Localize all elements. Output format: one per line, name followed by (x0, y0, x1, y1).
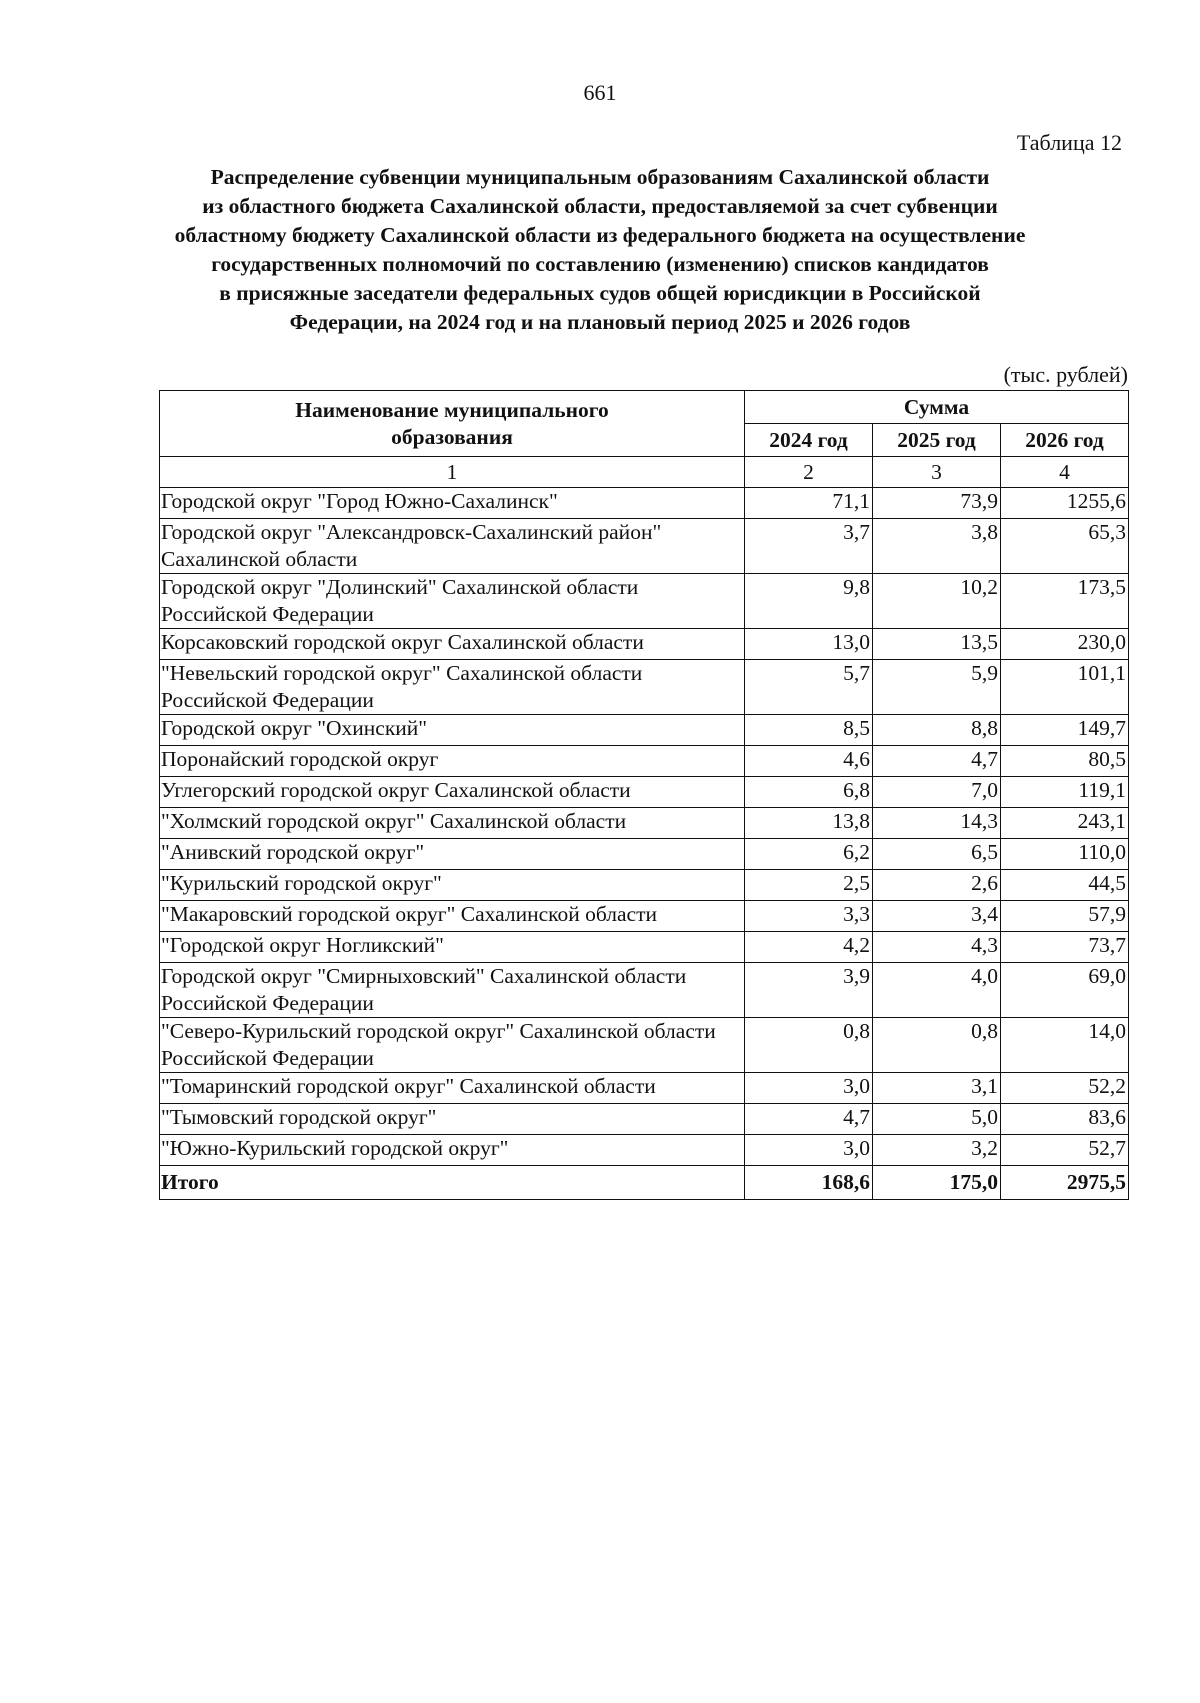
municipality-name: "Макаровский городской округ" Сахалинской области (160, 901, 745, 932)
value-2024: 4,2 (745, 932, 873, 963)
municipality-name: Городской округ "Смирныховский" Сахалинской области Российской Федерации (160, 963, 745, 1018)
value-2024: 8,5 (745, 715, 873, 746)
table-row (160, 574, 1129, 629)
value-2025: 3,8 (873, 519, 1001, 574)
municipality-name: "Томаринский городской округ" Сахалинской области (160, 1073, 745, 1104)
value-2025: 13,5 (873, 629, 1001, 660)
table-row (160, 746, 1129, 777)
value-2024: 13,8 (745, 808, 873, 839)
title-line: областному бюджету Сахалинской области из федерального бюджета на осуществление (174, 223, 1026, 247)
table-row (160, 777, 1129, 808)
value-2026: 57,9 (1001, 901, 1129, 932)
table-row (160, 1018, 1129, 1073)
title-line: Распределение субвенции муниципальным образованиям Сахалинской области (210, 165, 990, 189)
value-2024: 71,1 (745, 488, 873, 519)
value-2026: 65,3 (1001, 519, 1129, 574)
title-line: Федерации, на 2024 год и на плановый период 2025 и 2026 годов (289, 310, 911, 334)
value-2024: 2,5 (745, 870, 873, 901)
value-2025: 0,8 (873, 1018, 1001, 1073)
value-2026: 173,5 (1001, 574, 1129, 629)
value-2026: 52,7 (1001, 1135, 1129, 1166)
year-header-2026: 2026 год (1001, 424, 1129, 457)
municipality-name: Углегорский городской округ Сахалинской области (160, 777, 745, 808)
table-row (160, 629, 1129, 660)
value-2025: 3,1 (873, 1073, 1001, 1104)
value-2024: 3,0 (745, 1135, 873, 1166)
table-row (160, 839, 1129, 870)
municipality-name: "Городской округ Ногликский" (160, 932, 745, 963)
table-row (160, 808, 1129, 839)
value-2026: 149,7 (1001, 715, 1129, 746)
column-numbers-row (160, 457, 1129, 488)
table-row (160, 932, 1129, 963)
table-row (160, 715, 1129, 746)
total-2024: 168,6 (745, 1166, 873, 1200)
title-line: из областного бюджета Сахалинской области, предоставляемой за счет субвенции (202, 194, 998, 218)
table-label: Таблица 12 (1016, 130, 1122, 155)
value-2024: 9,8 (745, 574, 873, 629)
municipality-name: "Анивский городской округ" (160, 839, 745, 870)
value-2024: 6,2 (745, 839, 873, 870)
page-number: 661 (583, 80, 617, 105)
total-2026: 2975,5 (1001, 1166, 1129, 1200)
table-row (160, 1073, 1129, 1104)
value-2024: 4,7 (745, 1104, 873, 1135)
year-header-2024: 2024 год (745, 424, 873, 457)
total-label: Итого (160, 1166, 745, 1200)
table-row (160, 870, 1129, 901)
municipality-name: Корсаковский городской округ Сахалинской области (160, 629, 745, 660)
value-2025: 6,5 (873, 839, 1001, 870)
value-2024: 3,0 (745, 1073, 873, 1104)
value-2026: 1255,6 (1001, 488, 1129, 519)
value-2024: 0,8 (745, 1018, 873, 1073)
value-2025: 4,0 (873, 963, 1001, 1018)
header-row (160, 391, 1129, 424)
year-header-2025: 2025 год (873, 424, 1001, 457)
value-2024: 3,7 (745, 519, 873, 574)
subvention-table (159, 390, 1129, 1200)
value-2026: 73,7 (1001, 932, 1129, 963)
value-2025: 14,3 (873, 808, 1001, 839)
table-row (160, 1135, 1129, 1166)
value-2024: 5,7 (745, 660, 873, 715)
document-title (130, 163, 1070, 337)
title-line: в присяжные заседатели федеральных судов общей юрисдикции в Российской (219, 281, 981, 305)
column-number: 4 (1001, 457, 1129, 488)
municipality-name: "Курильский городской округ" (160, 870, 745, 901)
value-2025: 4,7 (873, 746, 1001, 777)
column-number: 2 (745, 457, 873, 488)
value-2026: 69,0 (1001, 963, 1129, 1018)
table-row (160, 901, 1129, 932)
value-2024: 6,8 (745, 777, 873, 808)
value-2026: 110,0 (1001, 839, 1129, 870)
municipality-name: Городской округ "Долинский" Сахалинской области Российской Федерации (160, 574, 745, 629)
value-2026: 83,6 (1001, 1104, 1129, 1135)
value-2026: 14,0 (1001, 1018, 1129, 1073)
value-2025: 2,6 (873, 870, 1001, 901)
value-2026: 243,1 (1001, 808, 1129, 839)
name-column-header: Наименование муниципального образования (160, 391, 745, 457)
table-row (160, 488, 1129, 519)
municipality-name: "Южно-Курильский городской округ" (160, 1135, 745, 1166)
table-row (160, 963, 1129, 1018)
column-number: 1 (160, 457, 745, 488)
municipality-name: "Северо-Курильский городской округ" Сахалинской области Российской Федерации (160, 1018, 745, 1073)
table-row (160, 1104, 1129, 1135)
value-2025: 3,2 (873, 1135, 1001, 1166)
value-2026: 80,5 (1001, 746, 1129, 777)
municipality-name: Городской округ "Охинский" (160, 715, 745, 746)
value-2026: 119,1 (1001, 777, 1129, 808)
value-2024: 4,6 (745, 746, 873, 777)
municipality-name: Поронайский городской округ (160, 746, 745, 777)
municipality-name: "Невельский городской округ" Сахалинской области Российской Федерации (160, 660, 745, 715)
value-2025: 3,4 (873, 901, 1001, 932)
total-row (160, 1166, 1129, 1200)
sum-group-header: Сумма (745, 391, 1129, 424)
total-2025: 175,0 (873, 1166, 1001, 1200)
value-2026: 44,5 (1001, 870, 1129, 901)
value-2025: 5,0 (873, 1104, 1001, 1135)
municipality-name: "Холмский городской округ" Сахалинской области (160, 808, 745, 839)
units-label: (тыс. рублей) (1003, 362, 1128, 387)
value-2025: 8,8 (873, 715, 1001, 746)
value-2026: 52,2 (1001, 1073, 1129, 1104)
municipality-name: Городской округ "Александровск-Сахалинский район" Сахалинской области (160, 519, 745, 574)
value-2025: 73,9 (873, 488, 1001, 519)
table-row (160, 519, 1129, 574)
value-2025: 5,9 (873, 660, 1001, 715)
value-2024: 3,9 (745, 963, 873, 1018)
title-line: государственных полномочий по составлению (изменению) списков кандидатов (211, 252, 989, 276)
table-row (160, 660, 1129, 715)
value-2025: 10,2 (873, 574, 1001, 629)
value-2026: 101,1 (1001, 660, 1129, 715)
value-2025: 4,3 (873, 932, 1001, 963)
value-2024: 13,0 (745, 629, 873, 660)
value-2024: 3,3 (745, 901, 873, 932)
municipality-name: "Тымовский городской округ" (160, 1104, 745, 1135)
municipality-name: Городской округ "Город Южно-Сахалинск" (160, 488, 745, 519)
column-number: 3 (873, 457, 1001, 488)
value-2025: 7,0 (873, 777, 1001, 808)
value-2026: 230,0 (1001, 629, 1129, 660)
